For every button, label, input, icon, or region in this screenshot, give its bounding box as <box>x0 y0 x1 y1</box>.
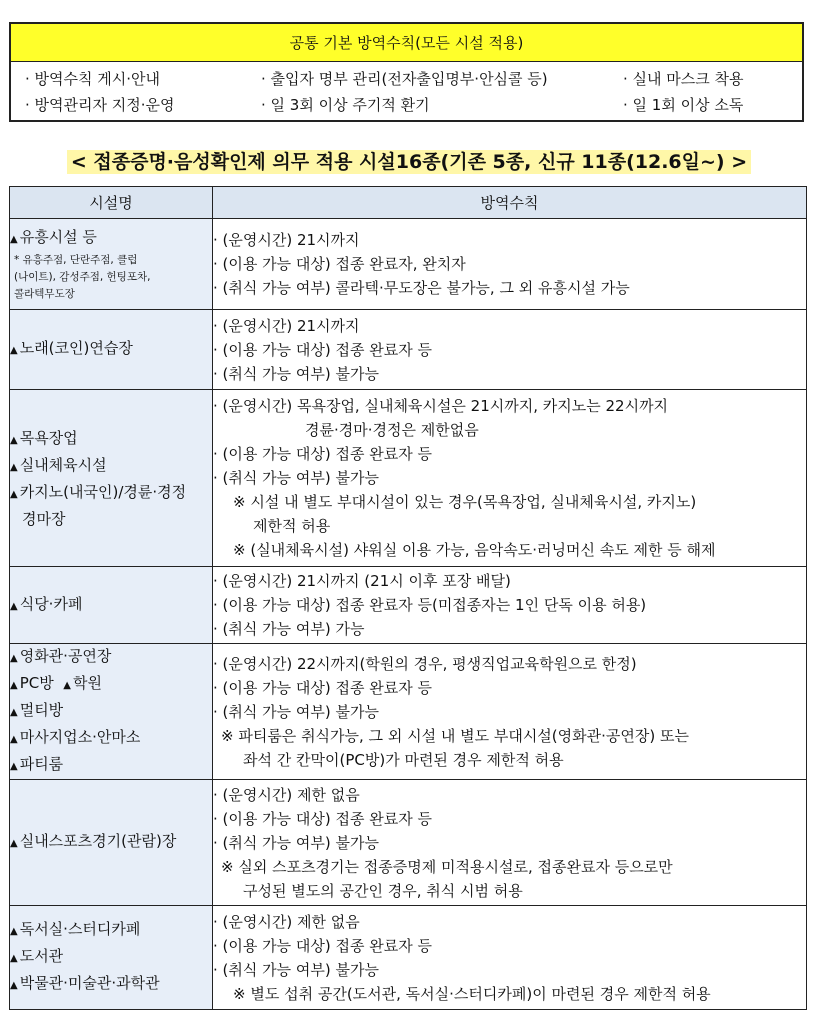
common-rules-box <box>9 22 804 122</box>
rule-line: · (이용 가능 대상) 접종 완료자, 완치자 <box>213 255 466 273</box>
triangle-bullet-icon: ▲ <box>10 653 18 664</box>
triangle-bullet-icon: ▲ <box>10 926 18 937</box>
facility-cell <box>10 644 213 780</box>
facility-name: PC방 <box>19 674 54 692</box>
facility-name: 학원 <box>72 674 102 692</box>
rule-note: ※ (실내체육시설) 샤워실 이용 가능, 음악속도·러닝머신 속도 제한 등 해제 <box>233 541 716 559</box>
triangle-bullet-icon: ▲ <box>10 461 18 473</box>
triangle-bullet-icon: ▲ <box>10 234 18 245</box>
common-rule-item: · 일 1회 이상 소독 <box>623 96 744 114</box>
triangle-bullet-icon: ▲ <box>10 434 18 446</box>
triangle-bullet-icon: ▲ <box>10 680 18 691</box>
rule-line: · (취식 가능 여부) 가능 <box>213 620 365 638</box>
header-facility: 시설명 <box>10 187 213 219</box>
rule-line: · (취식 가능 여부) 불가능 <box>213 960 379 979</box>
rule-line: · (이용 가능 대상) 접종 완료자 등(미접종자는 1인 단독 이용 허용) <box>213 596 647 614</box>
facility-cell <box>10 390 213 567</box>
rule-line: · (운영시간) 제한 없음 <box>213 785 360 804</box>
triangle-bullet-icon: ▲ <box>10 838 18 849</box>
facility-cell <box>10 906 213 1010</box>
triangle-bullet-icon: ▲ <box>10 761 18 772</box>
table-row <box>10 644 807 780</box>
facility-name: 마사지업소·안마소 <box>19 728 141 746</box>
section-title: < 접종증명·음성확인제 의무 적용 시설16종(기존 5종, 신규 11종(12.6일~) > <box>0 147 818 174</box>
triangle-bullet-icon: ▲ <box>10 345 18 356</box>
rule-line: · (운영시간) 21시까지 <box>213 316 360 335</box>
rule-line: · (운영시간) 제한 없음 <box>213 912 360 931</box>
facility-name: 박물관·미술관·과학관 <box>19 974 160 992</box>
facility-subnote: * 유흥주점, 단란주점, 클럽 <box>14 254 138 266</box>
common-rules-title: 공통 기본 방역수칙(모든 시설 적용) <box>11 24 802 62</box>
facility-name: 도서관 <box>19 947 64 965</box>
common-rule-item: · 실내 마스크 착용 <box>623 70 744 88</box>
rule-line: · (운영시간) 21시까지 (21시 이후 포장 배달) <box>213 572 511 590</box>
rule-line: · (이용 가능 대상) 접종 완료자 등 <box>213 678 432 697</box>
facility-subnote: 콜라텍무도장 <box>14 288 75 300</box>
triangle-bullet-icon: ▲ <box>10 980 18 991</box>
facility-name: 멀티방 <box>19 701 64 719</box>
rule-line: · (운영시간) 21시까지 <box>213 231 360 249</box>
rule-note: ※ 시설 내 별도 부대시설이 있는 경우(목욕장업, 실내체육시설, 카지노) <box>233 493 697 511</box>
rule-line: · (이용 가능 대상) 접종 완료자 등 <box>213 936 432 955</box>
rules-cell <box>213 390 807 567</box>
rules-cell <box>213 644 807 780</box>
rule-line: · (운영시간) 목욕장업, 실내체육시설은 21시까지, 카지노는 22시까지 <box>213 397 669 415</box>
rules-cell <box>213 780 807 906</box>
facility-name: 노래(코인)연습장 <box>19 339 133 357</box>
facility-name: 카지노(내국인)/경륜·경정 <box>19 482 187 501</box>
facility-subnote: (나이트), 감성주점, 헌팅포차, <box>14 271 151 283</box>
rule-line: · (운영시간) 22시까지(학원의 경우, 평생직업교육학원으로 한정) <box>213 654 637 673</box>
table-row <box>10 390 807 567</box>
table-row <box>10 567 807 644</box>
common-rules-grid <box>11 62 802 122</box>
rule-note: ※ 실외 스포츠경기는 접종증명제 미적용시설로, 접종완료자 등으로만 <box>221 857 673 876</box>
common-rule-item: · 방역관리자 지정·운영 <box>25 96 175 114</box>
rule-line: · (이용 가능 대상) 접종 완료자 등 <box>213 809 432 828</box>
table-row <box>10 310 807 390</box>
rules-cell <box>213 219 807 310</box>
facility-rules-table <box>9 186 807 1010</box>
facility-name: 영화관·공연장 <box>19 647 112 665</box>
facility-name: 목욕장업 <box>19 428 78 447</box>
facility-name: 실내체육시설 <box>19 455 107 474</box>
rule-line: · (이용 가능 대상) 접종 완료자 등 <box>213 340 432 359</box>
rule-line: 경륜·경마·경정은 제한없음 <box>305 421 479 439</box>
common-rule-item: · 방역수칙 게시·안내 <box>25 70 160 88</box>
facility-name: 실내스포츠경기(관람)장 <box>19 832 177 850</box>
rule-line: · (취식 가능 여부) 불가능 <box>213 364 379 383</box>
rule-line: · (이용 가능 대상) 접종 완료자 등 <box>213 445 432 463</box>
rule-line: · (취식 가능 여부) 불가능 <box>213 833 379 852</box>
triangle-bullet-icon: ▲ <box>10 953 18 964</box>
table-row <box>10 780 807 906</box>
rule-note: 구성된 별도의 공간인 경우, 취식 시범 허용 <box>243 881 523 900</box>
facility-name: 유흥시설 등 <box>19 228 97 246</box>
facility-cell <box>10 310 213 390</box>
common-rule-item: · 출입자 명부 관리(전자출입명부·안심콜 등) <box>261 70 548 88</box>
facility-cell <box>10 219 213 310</box>
table-header-row <box>10 187 807 219</box>
triangle-bullet-icon: ▲ <box>10 734 18 745</box>
rules-cell <box>213 310 807 390</box>
rule-line: · (취식 가능 여부) 콜라텍·무도장은 불가능, 그 외 유흥시설 가능 <box>213 279 630 297</box>
triangle-bullet-icon: ▲ <box>63 680 71 691</box>
facility-name: 경마장 <box>22 509 66 528</box>
triangle-bullet-icon: ▲ <box>10 600 18 612</box>
triangle-bullet-icon: ▲ <box>10 707 18 718</box>
triangle-bullet-icon: ▲ <box>10 488 18 500</box>
facility-cell <box>10 780 213 906</box>
rules-cell <box>213 906 807 1010</box>
rule-line: · (취식 가능 여부) 불가능 <box>213 469 379 487</box>
table-row <box>10 219 807 310</box>
table-row <box>10 906 807 1010</box>
common-rule-item: · 일 3회 이상 주기적 환기 <box>261 96 430 114</box>
facility-name: 식당·카페 <box>19 594 83 613</box>
rule-note: ※ 파티룸은 취식가능, 그 외 시설 내 별도 부대시설(영화관·공연장) 또는 <box>221 726 689 745</box>
rules-cell <box>213 567 807 644</box>
header-rules: 방역수칙 <box>213 187 807 219</box>
rule-line: · (취식 가능 여부) 불가능 <box>213 702 379 721</box>
rule-note: 좌석 간 칸막이(PC방)가 마련된 경우 제한적 허용 <box>243 750 564 769</box>
rule-note: 제한적 허용 <box>253 517 331 535</box>
facility-name: 독서실·스터디카페 <box>19 920 141 938</box>
facility-cell <box>10 567 213 644</box>
facility-name: 파티룸 <box>19 755 64 773</box>
rule-note: ※ 별도 섭취 공간(도서관, 독서실·스터디카페)이 마련된 경우 제한적 허용 <box>233 984 711 1003</box>
